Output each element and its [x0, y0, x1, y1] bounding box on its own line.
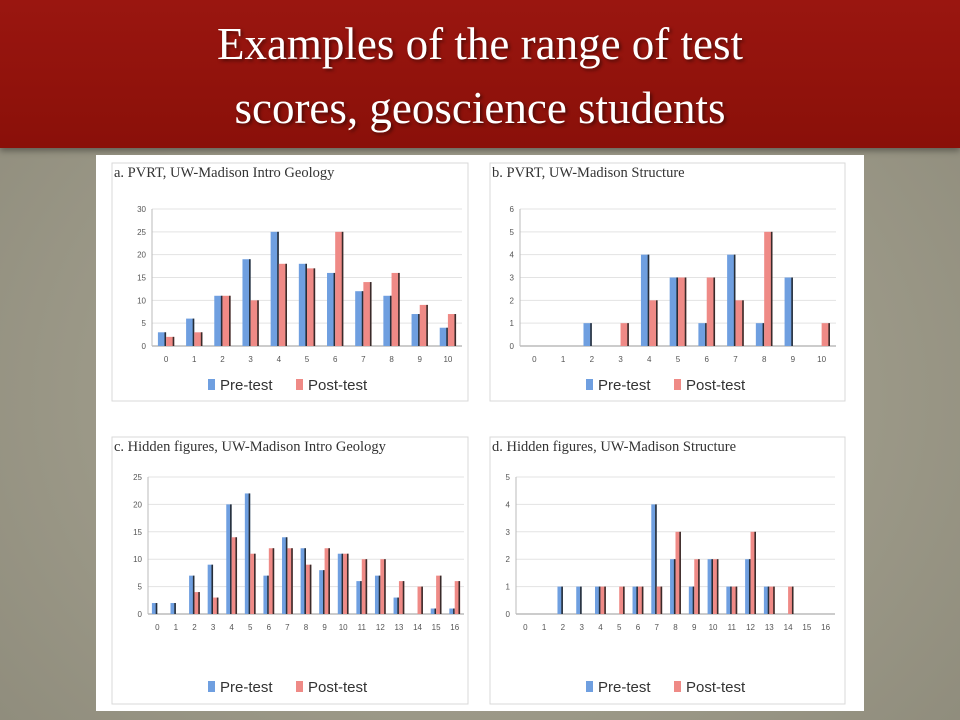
- bar-shadow-edge: [304, 548, 306, 614]
- bar-shadow-edge: [173, 337, 175, 346]
- x-tick-label: 3: [618, 355, 623, 364]
- y-tick-label: 1: [505, 582, 510, 592]
- bar-shadow-edge: [254, 554, 256, 614]
- bar-shadow-edge: [627, 323, 629, 346]
- bar-shadow-edge: [742, 300, 744, 346]
- y-tick-label: 3: [505, 527, 510, 537]
- bar-shadow-edge: [229, 296, 231, 346]
- charts-canvas: [96, 155, 864, 711]
- bar-shadow-edge: [323, 570, 325, 614]
- legend-label-post: Post-test: [308, 679, 368, 696]
- y-tick-label: 4: [509, 250, 514, 260]
- x-tick-label: 13: [764, 623, 774, 632]
- x-tick-label: 11: [357, 623, 366, 632]
- bar-shadow-edge: [291, 548, 293, 614]
- bar-shadow-edge: [328, 548, 330, 614]
- x-tick-label: 10: [443, 355, 453, 364]
- x-tick-label: 7: [285, 623, 290, 632]
- legend-swatch-pre: [208, 681, 215, 692]
- legend-swatch-post: [674, 379, 681, 390]
- bar-shadow-edge: [217, 598, 219, 614]
- bar-shadow-edge: [342, 554, 344, 614]
- bar-shadow-edge: [193, 576, 195, 614]
- bar-shadow-edge: [174, 603, 176, 614]
- bar-shadow-edge: [211, 565, 213, 614]
- bar-shadow-edge: [342, 232, 344, 346]
- x-tick-label: 7: [654, 623, 659, 632]
- y-tick-label: 30: [137, 205, 146, 214]
- x-tick-label: 12: [375, 623, 385, 632]
- x-tick-label: 15: [431, 623, 441, 632]
- legend-swatch-post: [674, 681, 681, 692]
- bar-shadow-edge: [156, 603, 158, 614]
- x-tick-label: 9: [790, 355, 796, 364]
- x-tick-label: 4: [276, 355, 282, 364]
- bar-shadow-edge: [273, 548, 275, 614]
- x-tick-label: 0: [523, 623, 528, 632]
- bar-shadow-edge: [440, 576, 442, 614]
- bar-shadow-edge: [421, 587, 423, 614]
- legend-label-post: Post-test: [686, 679, 746, 696]
- bar-shadow-edge: [661, 587, 663, 614]
- y-tick-label: 10: [133, 555, 142, 565]
- x-tick-label: 8: [303, 623, 309, 632]
- bar-shadow-edge: [717, 559, 719, 614]
- bar-shadow-edge: [791, 278, 793, 347]
- bar-shadow-edge: [685, 278, 687, 347]
- x-tick-label: 5: [248, 623, 253, 632]
- bar-shadow-edge: [230, 504, 232, 614]
- bar-shadow-edge: [285, 264, 287, 346]
- bar-shadow-edge: [458, 581, 460, 614]
- bar-shadow-edge: [193, 319, 195, 346]
- bar-shadow-edge: [754, 532, 756, 614]
- x-tick-label: 9: [417, 355, 422, 364]
- x-tick-label: 13: [394, 623, 404, 632]
- chart-panel-a: [112, 163, 468, 401]
- y-tick-label: 20: [133, 500, 142, 510]
- y-tick-label: 1: [509, 319, 514, 329]
- bar-shadow-edge: [730, 587, 732, 614]
- legend-swatch-post: [296, 681, 303, 692]
- chart-title: b. PVRT, UW-Madison Structure: [492, 165, 685, 181]
- x-tick-label: 11: [727, 623, 736, 632]
- x-tick-label: 0: [155, 623, 160, 632]
- y-tick-label: 15: [137, 273, 146, 283]
- bar-shadow-edge: [446, 328, 448, 346]
- y-tick-label: 5: [141, 319, 146, 329]
- y-tick-label: 0: [137, 610, 142, 619]
- bar-shadow-edge: [277, 232, 279, 346]
- bar-shadow-edge: [201, 332, 203, 346]
- legend-label-pre: Pre-test: [598, 377, 651, 394]
- bar-shadow-edge: [249, 259, 251, 346]
- bar-shadow-edge: [366, 559, 368, 614]
- bar-shadow-edge: [398, 273, 400, 346]
- x-tick-label: 14: [413, 623, 422, 632]
- legend-label-pre: Pre-test: [220, 377, 273, 394]
- x-tick-label: 0: [532, 355, 537, 364]
- x-tick-label: 15: [802, 623, 812, 632]
- bar-shadow-edge: [334, 273, 336, 346]
- bar-shadow-edge: [418, 314, 420, 346]
- bar-shadow-edge: [693, 587, 695, 614]
- bar-shadow-edge: [792, 587, 794, 614]
- bar-shadow-edge: [164, 332, 166, 346]
- bar-shadow-edge: [249, 493, 251, 614]
- bar-shadow-edge: [604, 587, 606, 614]
- slide-title-line-1: Examples of the range of test: [216, 19, 744, 69]
- bar-shadow-edge: [636, 587, 638, 614]
- bar-shadow-edge: [370, 282, 372, 346]
- y-tick-label: 20: [137, 250, 146, 260]
- y-tick-label: 2: [509, 296, 514, 306]
- title-bar: [0, 0, 960, 148]
- x-tick-label: 3: [579, 623, 584, 632]
- x-tick-label: 2: [220, 355, 225, 364]
- chart-panel-d: [490, 437, 845, 704]
- bar-shadow-edge: [221, 296, 223, 346]
- bar-shadow-edge: [698, 559, 700, 614]
- x-tick-label: 4: [647, 355, 652, 364]
- x-tick-label: 2: [192, 623, 197, 632]
- bar-shadow-edge: [590, 323, 592, 346]
- bar-shadow-edge: [314, 268, 316, 346]
- x-tick-label: 10: [817, 355, 827, 364]
- bar-shadow-edge: [362, 291, 364, 346]
- x-tick-label: 5: [675, 355, 681, 364]
- chart-title: c. Hidden figures, UW-Madison Intro Geology: [114, 439, 386, 455]
- x-tick-label: 8: [761, 355, 767, 364]
- bar-shadow-edge: [286, 537, 288, 614]
- legend-swatch-pre: [208, 379, 215, 390]
- legend-label-pre: Pre-test: [220, 679, 273, 696]
- bar-shadow-edge: [773, 587, 775, 614]
- bar-shadow-edge: [347, 554, 349, 614]
- x-tick-label: 1: [173, 623, 179, 632]
- bar-shadow-edge: [390, 296, 392, 346]
- x-tick-label: 4: [598, 623, 603, 632]
- y-tick-label: 25: [137, 227, 146, 237]
- x-tick-label: 14: [783, 623, 793, 632]
- x-tick-label: 9: [322, 623, 327, 632]
- y-tick-label: 0: [505, 610, 510, 619]
- x-tick-label: 12: [746, 623, 756, 632]
- x-tick-label: 3: [248, 355, 253, 364]
- bar-shadow-edge: [648, 255, 650, 346]
- x-tick-label: 7: [361, 355, 366, 364]
- x-tick-label: 6: [266, 623, 272, 632]
- y-tick-label: 5: [505, 473, 510, 482]
- x-tick-label: 16: [821, 623, 831, 632]
- bar-shadow-edge: [676, 278, 678, 347]
- bar-shadow-edge: [736, 587, 738, 614]
- bar-shadow-edge: [679, 532, 681, 614]
- x-tick-label: 9: [692, 623, 697, 632]
- bar-shadow-edge: [397, 598, 399, 614]
- x-tick-label: 10: [708, 623, 718, 632]
- bar-shadow-edge: [771, 232, 773, 346]
- bar-shadow-edge: [642, 587, 644, 614]
- y-tick-label: 5: [137, 582, 142, 592]
- chart-panel-c: [112, 437, 468, 704]
- x-tick-label: 16: [450, 623, 460, 632]
- bar-shadow-edge: [623, 587, 625, 614]
- bar-shadow-edge: [599, 587, 601, 614]
- bar-shadow-edge: [379, 576, 381, 614]
- x-tick-label: 8: [673, 623, 678, 632]
- bar-shadow-edge: [713, 278, 715, 347]
- bar-shadow-edge: [257, 300, 259, 346]
- bar-shadow-edge: [705, 323, 707, 346]
- y-tick-label: 15: [133, 527, 142, 537]
- bar-shadow-edge: [305, 264, 307, 346]
- x-tick-label: 1: [560, 355, 566, 364]
- x-tick-label: 6: [332, 355, 338, 364]
- bar-shadow-edge: [426, 305, 428, 346]
- x-tick-label: 7: [733, 355, 738, 364]
- y-tick-label: 25: [133, 473, 142, 482]
- x-tick-label: 5: [616, 623, 622, 632]
- x-tick-label: 0: [163, 355, 169, 364]
- chart-title: d. Hidden figures, UW-Madison Structure: [492, 439, 737, 455]
- slide-title-line-2: scores, geoscience students: [234, 83, 726, 133]
- y-tick-label: 5: [509, 227, 514, 237]
- y-tick-label: 6: [509, 205, 514, 214]
- y-tick-label: 10: [137, 296, 146, 306]
- x-tick-label: 1: [192, 355, 197, 364]
- chart-title: a. PVRT, UW-Madison Intro Geology: [114, 165, 335, 181]
- bar-shadow-edge: [768, 587, 770, 614]
- x-tick-label: 4: [229, 623, 234, 632]
- x-tick-label: 2: [560, 623, 566, 632]
- legend-swatch-pre: [586, 379, 593, 390]
- legend-label-post: Post-test: [686, 377, 746, 394]
- bar-shadow-edge: [198, 592, 200, 614]
- x-tick-label: 6: [704, 355, 709, 364]
- y-tick-label: 0: [509, 342, 514, 351]
- bar-shadow-edge: [561, 587, 563, 614]
- x-tick-label: 6: [635, 623, 641, 632]
- y-tick-label: 3: [509, 273, 514, 283]
- legend-swatch-post: [296, 379, 303, 390]
- legend-label-post: Post-test: [308, 377, 368, 394]
- chart-figure: [96, 155, 864, 711]
- y-tick-label: 2: [505, 555, 510, 565]
- bar-shadow-edge: [453, 609, 455, 614]
- panel-frame: [112, 163, 468, 401]
- legend-swatch-pre: [586, 681, 593, 692]
- bar-shadow-edge: [403, 581, 405, 614]
- bar-shadow-edge: [454, 314, 456, 346]
- y-tick-label: 4: [505, 500, 510, 510]
- bar-shadow-edge: [235, 537, 237, 614]
- x-tick-label: 2: [589, 355, 595, 364]
- bar-shadow-edge: [267, 576, 269, 614]
- legend-label-pre: Pre-test: [598, 679, 651, 696]
- x-tick-label: 3: [210, 623, 216, 632]
- bar-shadow-edge: [435, 609, 437, 614]
- bar-shadow-edge: [656, 300, 658, 346]
- bar-shadow-edge: [763, 323, 765, 346]
- bar-shadow-edge: [711, 559, 713, 614]
- x-tick-label: 10: [338, 623, 348, 632]
- bar-shadow-edge: [674, 559, 676, 614]
- y-tick-label: 0: [141, 342, 146, 351]
- bar-shadow-edge: [310, 565, 312, 614]
- bar-shadow-edge: [360, 581, 362, 614]
- x-tick-label: 8: [389, 355, 394, 364]
- bar-shadow-edge: [734, 255, 736, 346]
- chart-panel-b: [490, 163, 845, 401]
- bar-shadow-edge: [655, 504, 657, 614]
- bar-shadow-edge: [580, 587, 582, 614]
- bar-shadow-edge: [828, 323, 830, 346]
- x-tick-label: 5: [304, 355, 310, 364]
- x-tick-label: 1: [541, 623, 547, 632]
- bar-shadow-edge: [384, 559, 386, 614]
- bar-shadow-edge: [749, 559, 751, 614]
